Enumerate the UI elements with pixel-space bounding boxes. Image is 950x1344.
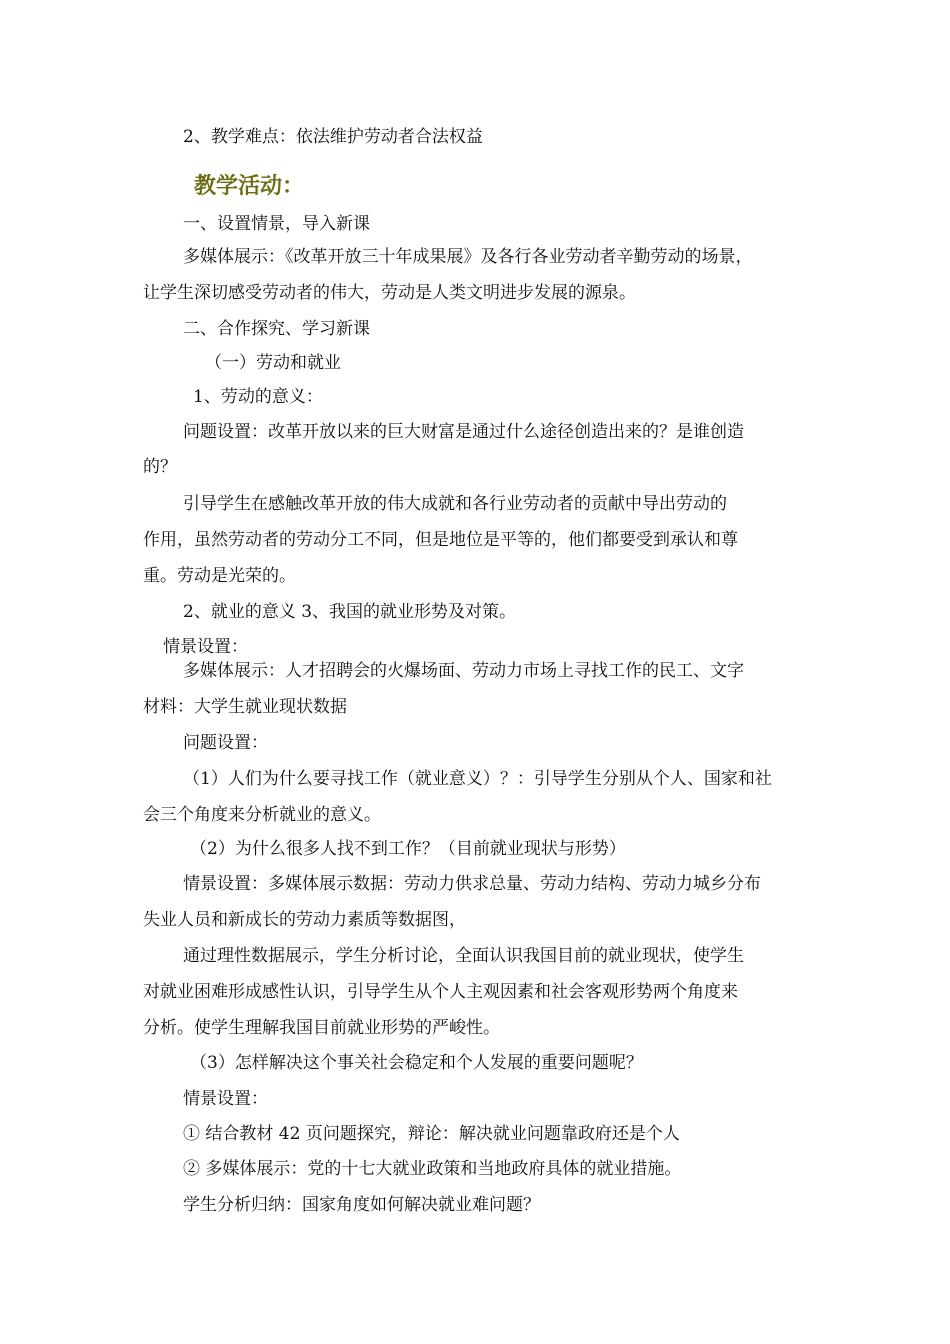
- paragraph-line: 2、就业的意义 3、我国的就业形势及对策。: [183, 602, 517, 622]
- paragraph-line: （2）为什么很多人找不到工作？（目前就业现状与形势）: [190, 839, 626, 859]
- paragraph-line: 一、设置情景，导入新课: [183, 214, 370, 234]
- paragraph-line: 问题设置：改革开放以来的巨大财富是通过什么途径创造出来的？是谁创造: [183, 422, 744, 442]
- paragraph-line: 对就业困难形成感性认识，引导学生从个人主观因素和社会客观形势两个角度来: [143, 982, 738, 1002]
- paragraph-line: 通过理性数据展示，学生分析讨论，全面认识我国目前的就业现状，使学生: [183, 946, 744, 966]
- paragraph-line: （一）劳动和就业: [205, 353, 341, 373]
- paragraph-line: 的？: [143, 457, 177, 477]
- paragraph-line: 学生分析归纳：国家角度如何解决就业难问题？: [183, 1195, 540, 1215]
- paragraph-line: 二、合作探究、学习新课: [183, 319, 370, 339]
- section-heading-teaching-activities: 教学活动：: [194, 174, 305, 199]
- paragraph-line: 失业人员和新成长的劳动力素质等数据图，: [143, 910, 466, 930]
- paragraph-line: 引导学生在感触改革开放的伟大成就和各行业劳动者的贡献中导出劳动的: [183, 494, 727, 514]
- paragraph-line: 分析。使学生理解我国目前就业形势的严峻性。: [143, 1018, 500, 1038]
- paragraph-line: 多媒体展示：《改革开放三十年成果展》及各行各业劳动者辛勤劳动的场景，: [183, 247, 753, 267]
- paragraph-line: 会三个角度来分析就业的意义。: [143, 805, 381, 825]
- paragraph-line: 多媒体展示：人才招聘会的火爆场面、劳动力市场上寻找工作的民工、文字: [183, 661, 744, 681]
- paragraph-line: 情景设置：: [183, 1089, 268, 1109]
- paragraph-line: 情景设置：: [163, 637, 248, 657]
- paragraph-line: 让学生深切感受劳动者的伟大，劳动是人类文明进步发展的源泉。: [143, 283, 636, 303]
- teaching-difficulty-line: 2、教学难点：依法维护劳动者合法权益: [183, 127, 483, 147]
- paragraph-line: 问题设置：: [183, 733, 268, 753]
- paragraph-line: ② 多媒体展示：党的十七大就业政策和当地政府具体的就业措施。: [183, 1159, 682, 1179]
- paragraph-line: 作用，虽然劳动者的劳动分工不同，但是地位是平等的，他们都要受到承认和尊: [143, 530, 738, 550]
- paragraph-line: 材料：大学生就业现状数据: [143, 697, 347, 717]
- paragraph-line: 重。劳动是光荣的。: [143, 566, 296, 586]
- paragraph-line: （3）怎样解决这个事关社会稳定和个人发展的重要问题呢？: [190, 1053, 643, 1073]
- paragraph-line: 1、劳动的意义：: [193, 387, 323, 407]
- paragraph-line: ① 结合教材 42 页问题探究，辩论：解决就业问题靠政府还是个人: [183, 1124, 680, 1144]
- paragraph-line: （1）人们为什么要寻找工作（就业意义）？：引导学生分别从个人、国家和社: [183, 769, 772, 789]
- paragraph-line: 情景设置：多媒体展示数据：劳动力供求总量、劳动力结构、劳动力城乡分布: [183, 874, 761, 894]
